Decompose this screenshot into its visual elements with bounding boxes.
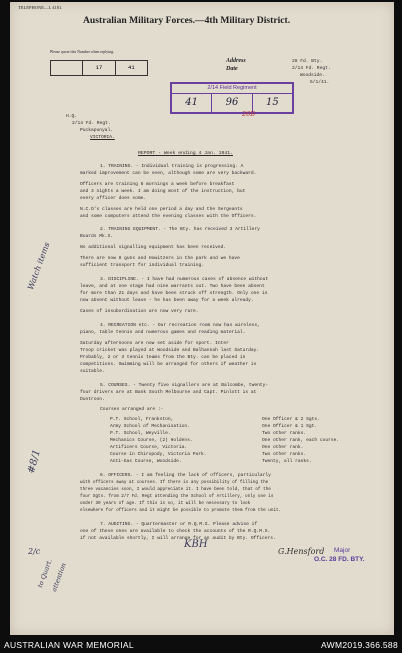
margin-note-2c: 2/c [28, 547, 41, 556]
date-label: Date [226, 66, 238, 72]
body-line: sufficient transport for individual training. [80, 263, 205, 268]
address-label: Address [226, 58, 246, 64]
course-name: P.T. School, Weyville. [110, 431, 171, 436]
body-line: and 3 nights a week. I am doing most of the instruction, but [80, 189, 246, 194]
course-name: Course in Chiropody, Victoria Park. [110, 452, 207, 457]
body-line: and some computers attend the evening classes with the Officers. [80, 214, 257, 219]
footer-credit: AUSTRALIAN WAR MEMORIAL [4, 640, 134, 650]
body-line: if not available shortly, I will arrange for an audit by Bty. Officers. [80, 536, 276, 541]
course-name: Artificers Course, Victoria. [110, 445, 188, 450]
please-quote-note: Please quote this Number when replying. [50, 50, 115, 54]
body-line: four drivers are at Bank South Melbourne and Capt. Pinlott is at [80, 390, 257, 395]
body-line: 4. RECREATION etc. - Our recreation room now has wireless, [100, 323, 260, 328]
margin-note-attention: attention [50, 561, 68, 593]
ref-cell-3: 41 [128, 64, 135, 71]
stamp-cell-2: 96 [212, 94, 252, 112]
course-name: Army School of Mechanisation. [110, 424, 190, 429]
stamp-cell-3: 15 [265, 97, 279, 108]
body-line: Duntroon. [80, 397, 105, 402]
body-line: 5. COURSES. - Twenty five signallers are at Balcombe, twenty- [100, 383, 269, 388]
received-stamp [170, 82, 294, 114]
margin-note-watch: Watch items [26, 241, 52, 292]
signature: G.Hensford [278, 547, 325, 556]
body-line: 1. TRAINING. - Individual training is progressing. A [100, 164, 244, 169]
body-line: Courses arranged are :- [100, 407, 164, 412]
body-line: leave, and at one stage had nine warrants out. Two have been absent [80, 284, 265, 289]
recipient-line-2: 2/14 Fd. Regt. [72, 121, 111, 126]
body-line: piano, table tennis and numerous games and reading material. [80, 330, 246, 335]
course-attendees: Two other ranks. [262, 431, 307, 436]
body-line: every officer does some. [80, 196, 147, 201]
signature-rank: Major [334, 547, 351, 554]
recipient-line-3: Puckapunyal. [80, 128, 114, 133]
recipient-line-4: VICTORIA. [90, 135, 115, 140]
body-line: elsewhere for officers and it might be possible to promote them from the unit. [80, 508, 282, 513]
course-attendees: Twenty, all ranks. [262, 459, 312, 464]
course-attendees: One other rank, each course. [262, 438, 340, 443]
recipient-line-1: H.Q. [66, 114, 78, 119]
signature-unit: O.C. 28 FD. BTY. [314, 556, 365, 563]
body-line: suitable. [80, 369, 105, 374]
body-line: 6. OFFICERS. - I am feeling the lack of officers, particularly [100, 473, 271, 478]
ref-cell-1 [51, 61, 83, 75]
body-line: Probably, 2 or 3 tennis teams from the Bty. can be placed in [80, 355, 246, 360]
course-attendees: One Officer & 2 Sgts. [262, 417, 320, 422]
course-attendees: One Officer & 1 Sgt. [262, 424, 318, 429]
letterhead-title: Australian Military Forces.—4th Military District. [83, 15, 291, 26]
stamp-note: 26B [242, 110, 256, 118]
document-page [10, 2, 394, 635]
address-line-4: 5/1/41. [310, 80, 330, 85]
body-line: one of these ones are available to check the accounts of the R.Q.M.S. [80, 529, 271, 534]
address-line-3: Woodside. [300, 73, 325, 78]
course-name: Mechanics Course, (2) Holdens. [110, 438, 193, 443]
ref-cell-2: 17 [83, 61, 115, 75]
reference-number-box [50, 60, 148, 76]
body-line: Cases of insubordination are now very rare. [80, 309, 199, 314]
body-line: under 30 years of age. If this is so, it will be necessary to look [80, 501, 251, 506]
margin-note-number: #8/1 [26, 448, 43, 475]
body-line: 2. TRAINING EQUIPMENT. - The Bty. has received 3 Artillery [100, 227, 260, 232]
body-line: N.C.O's classes are held one period a day and the Sergeants [80, 207, 243, 212]
footer-accession-id: AWM2019.366.588 [321, 640, 398, 650]
body-line: with officers away at courses. If there is any possibility of filling the [80, 480, 269, 485]
margin-note-quart: to Quart. [36, 558, 54, 589]
course-attendees: One other rank. [262, 445, 304, 450]
body-line: 3. DISCIPLINE. - I have had numerous cases of absence without [100, 277, 269, 282]
address-line-2: 2/14 Fd. Regt. [292, 66, 331, 71]
body-line: for more than 21 days and have been struck off strength. Only one is [80, 291, 268, 296]
body-line: Troop cricket was played at Woodside and Balhannah last Saturday. [80, 348, 260, 353]
report-title: REPORT - Week ending 4 Jan. 1941. [138, 151, 233, 156]
body-line: three vacancies soon, I would appreciate it. I have been told, that of the [80, 487, 271, 492]
body-line: competitions. Swimming will be arranged for others if weather is [80, 362, 257, 367]
stamp-title: 2/14 Field Regiment [172, 84, 292, 94]
course-name: P.T. School, Frankston, [110, 417, 174, 422]
body-line: There are now 8 guns and Howitzers in the park and we have [80, 256, 240, 261]
course-attendees: Two other ranks. [262, 452, 307, 457]
body-line: now absent without leave - he has been away for a week already. [80, 298, 254, 303]
address-line-1: 28 Fd. Bty. [292, 59, 323, 64]
body-line: marked improvement can be seen, although some are very backward. [80, 171, 257, 176]
telephone-line: TELEPHONE—L 4181. [18, 5, 63, 10]
initials-handwritten: KBH [184, 539, 208, 550]
course-name: Anti-Gas Course, Woodside. [110, 459, 182, 464]
body-line: Saturday afternoons are now set aside for sport. Inter [80, 341, 229, 346]
body-line: 7. AUDITING. - Quartermaster or R.Q.M.S. Please advise if [100, 522, 258, 527]
body-line: No additional signalling equipment has been received. [80, 245, 227, 250]
stamp-cell-1: 41 [172, 94, 212, 112]
body-line: four Sgts. from 2/7 Fd. Regt attending the School of Artillery, only one is [80, 494, 274, 499]
body-line: Officers are training 6 mornings a week before breakfast [80, 182, 235, 187]
body-line: Boards Mk.X. [80, 234, 114, 239]
